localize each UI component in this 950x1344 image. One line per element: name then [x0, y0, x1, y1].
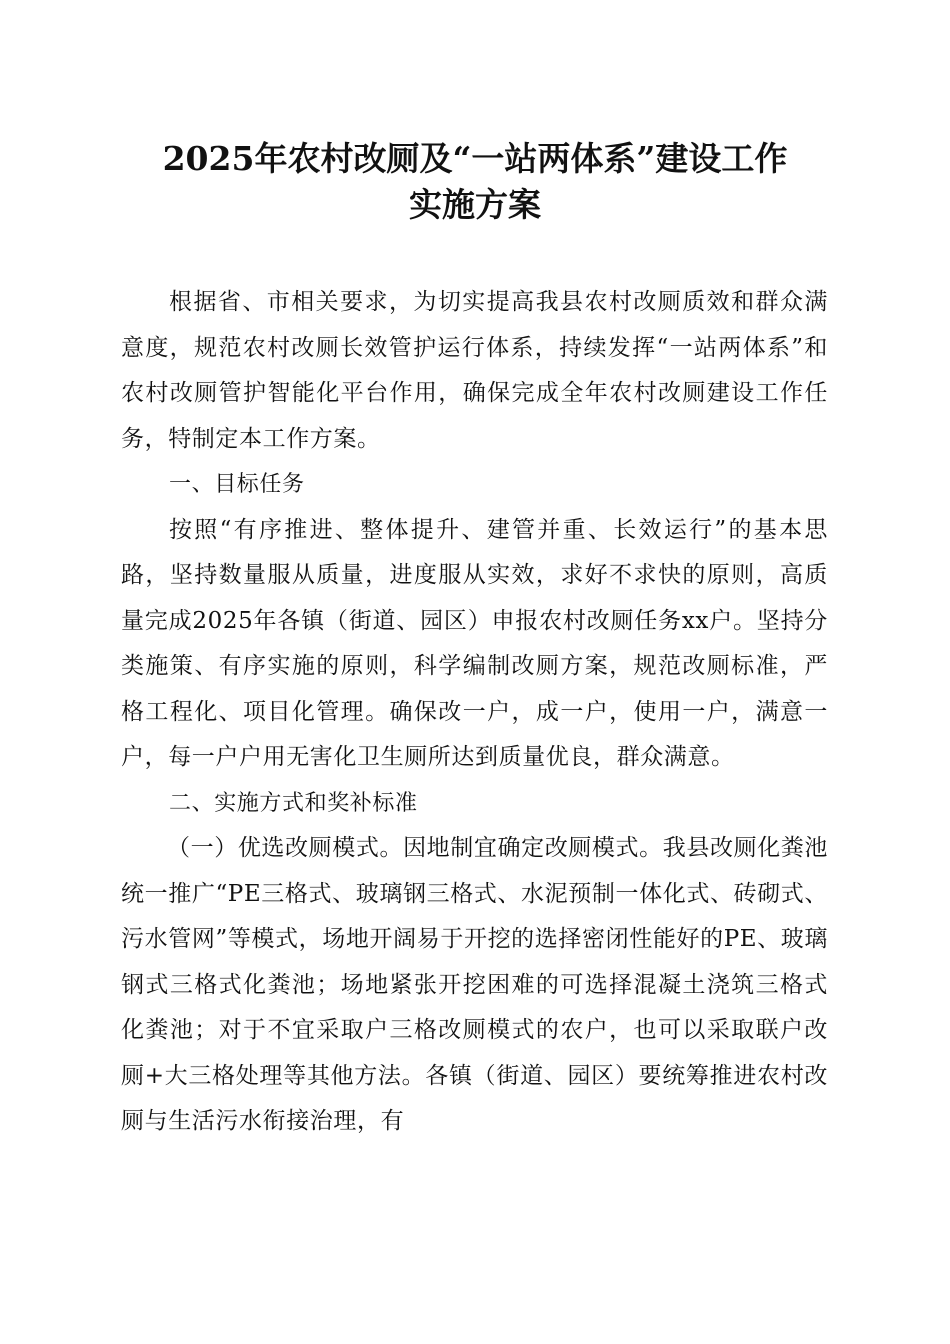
section-heading-goals: 一、目标任务: [169, 472, 305, 497]
intro-paragraph: 根据省、市相关要求，为切实提高我县农村改厕质效和群众满意度，规范农村改厕长效管护运行体系，持续发挥“一站两体系”和农村改厕管护智能化平台作用，确保完成全年农村改厕建设工作任务，特制定本工作方案。: [121, 289, 828, 452]
document-body: [121, 280, 828, 1145]
implementation-paragraph: （一）优选改厕模式。因地制宜确定改厕模式。我县改厕化粪池统一推广“PE三格式、玻璃钢三格式、水泥预制一体化式、砖砌式、污水管网”等模式，场地开阔易于开挖的选择密闭性能好的PE、玻璃钢式三格式化粪池；场地紧张开挖困难的可选择混凝土浇筑三格式化粪池；对于不宜采取户三格改厕模式的农户，也可以采取联户改厕+大三格处理等其他方法。各镇（街道、园区）要统筹推进农村改厕与生活污水衔接治理，有: [121, 835, 828, 1134]
document-title-line-2: 实施方案: [409, 185, 541, 224]
goals-paragraph: 按照“有序推进、整体提升、建管并重、长效运行”的基本思路，坚持数量服从质量，进度服从实效，求好不求快的原则，高质量完成2025年各镇（街道、园区）申报农村改厕任务xx户。坚持分类施策、有序实施的原则，科学编制改厕方案，规范改厕标准，严格工程化、项目化管理。确保改一户，成一户，使用一户，满意一户，每一户户用无害化卫生厕所达到质量优良，群众满意。: [121, 516, 828, 770]
document-title-line-1: 2025年农村改厕及“一站两体系”建设工作: [162, 139, 788, 178]
section-heading-implementation: 二、实施方式和奖补标准: [169, 790, 418, 816]
